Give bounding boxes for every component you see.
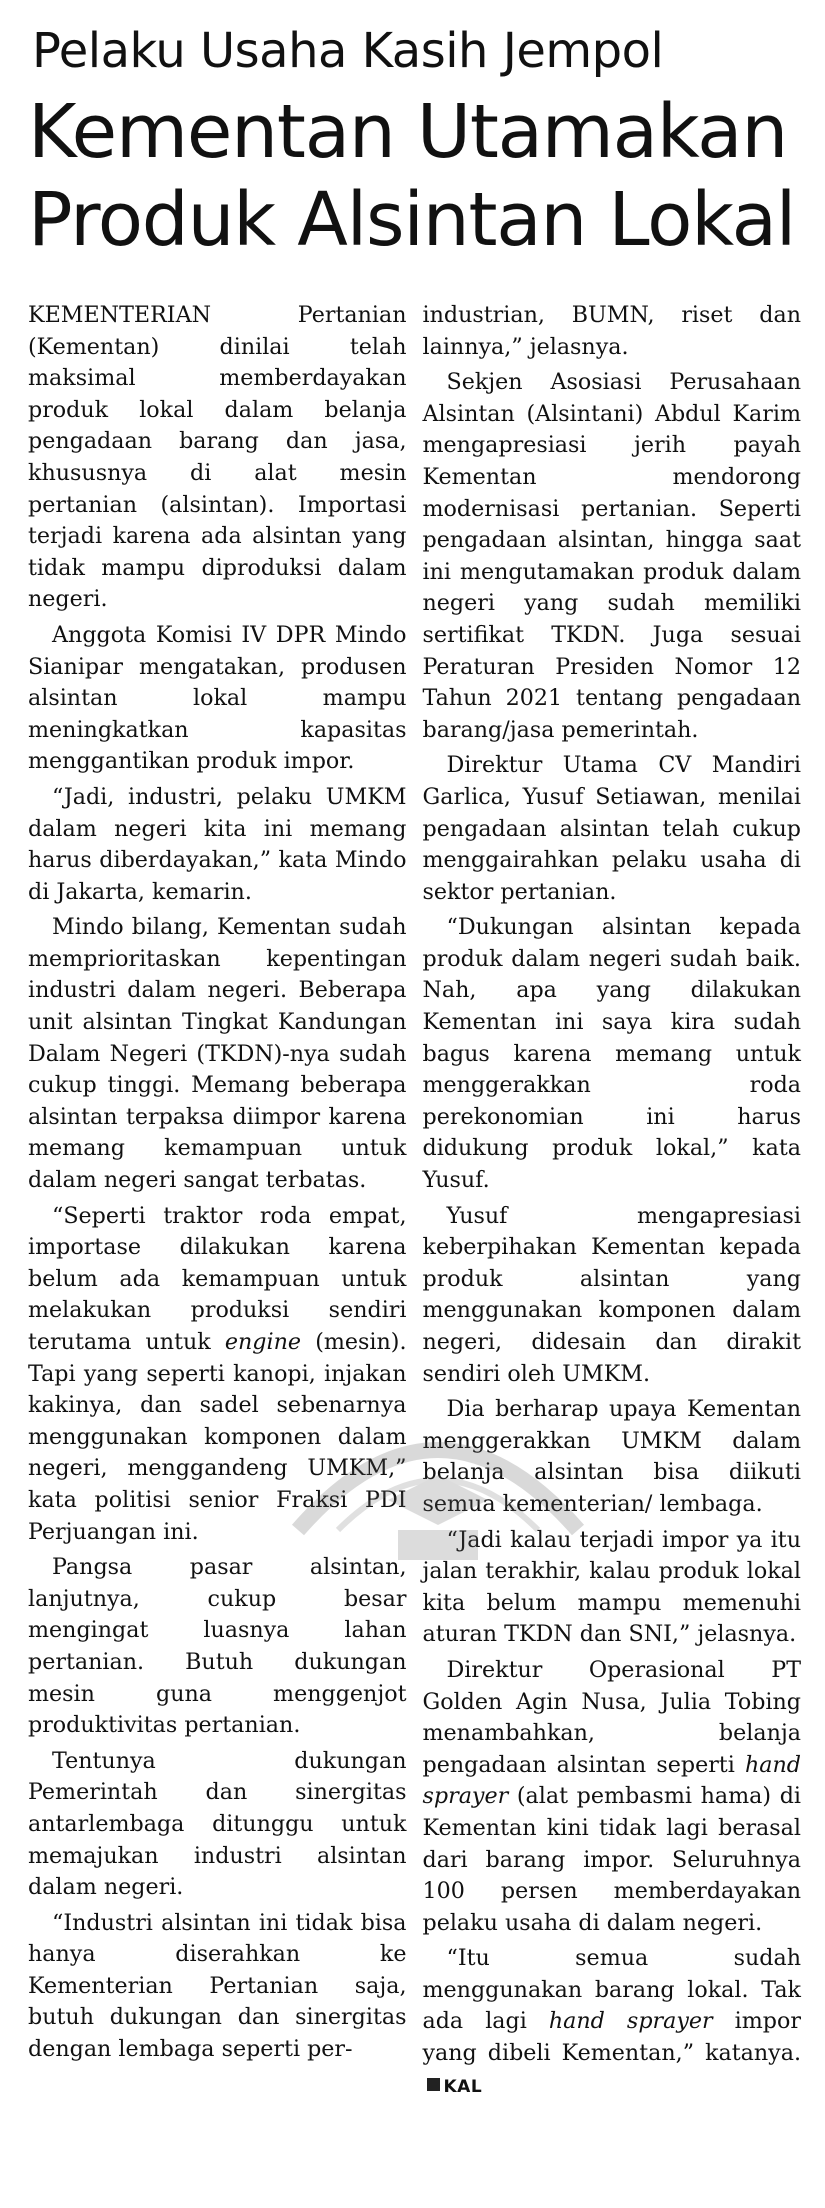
paragraph: Tentunya dukungan Pemerintah dan sinergitas antarlembaga ditunggu untuk memajukan industri alsintan dalam negeri. — [28, 1747, 407, 1901]
headline-line-1: Kementan Utamakan — [28, 89, 788, 175]
paragraph-text: (alat pembasmi hama) di Kementan kini tidak lagi berasal dari barang impor. Seluruhnya 100 persen memberdayakan pelaku usaha di dalam negeri. — [422, 1783, 801, 1936]
article-headline — [28, 88, 801, 264]
paragraph: Mindo bilang, Kementan sudah memprioritaskan kepentingan industri dalam negeri. Beberapa unit alsintan Tingkat Kandungan Dalam Negeri (TKDN)-nya sudah cukup tinggi. Memang beberapa alsintan terpaksa diimpor karena memang kemampuan untuk dalam negeri sangat terbatas. — [28, 914, 407, 1194]
paragraph — [28, 1201, 407, 1549]
quote-text: Tapi yang seperti kanopi, injakan kakinya, dan sadel sebenarnya menggunakan komponen dalam negeri, menggandeng UMKM,” kata politisi senior Fraksi PDI Perjuangan ini. — [28, 1360, 407, 1545]
paragraph: industrian, BUMN, riset dan lainnya,” jelasnya. — [422, 302, 801, 360]
italic-term: hand sprayer — [422, 1751, 802, 1810]
paragraph: “Dukungan alsintan kepada produk dalam negeri sudah baik. Nah, apa yang dilakukan Kementan ini saya kira sudah bagus karena memang untuk menggerakkan roda perekonomian ini harus didukung produk lokal,” kata Yusuf. — [422, 914, 801, 1194]
paragraph — [423, 1943, 802, 2103]
paragraph: Yusuf mengapresiasi keberpihakan Kementan kepada produk alsintan yang menggunakan komponen dalam negeri, didesain dan dirakit sendiri oleh UMKM. — [422, 1202, 801, 1387]
headline-line-2: Produk Alsintan Lokal — [28, 177, 796, 263]
paragraph-text: “Itu semua sudah menggunakan barang lokal. Tak ada lagi — [422, 1945, 801, 2035]
column-left — [28, 300, 407, 2103]
paragraph — [423, 1655, 802, 1939]
paragraph: “Jadi kalau terjadi impor ya itu jalan terakhir, kalau produk lokal kita belum mampu memenuhi aturan TKDN dan SNI,” jelasnya. — [422, 1526, 801, 1648]
italic-term: engine — [224, 1329, 302, 1355]
paragraph-text: Direktur Operasional PT Golden Agin Nusa, Julia Tobing menambahkan, belanja pengadaan alsintan seperti — [422, 1656, 801, 1778]
paragraph: Direktur Utama CV Mandiri Garlica, Yusuf Setiawan, menilai pengadaan alsintan telah cukup menggairahkan pelaku usaha di sektor pertanian. — [422, 752, 801, 905]
paragraph: KEMENTERIAN Pertanian (Kementan) dinilai telah maksimal memberdayakan produk lokal dalam belanja pengadaan barang dan jasa, khususnya di alat mesin pertanian (alsintan). Importasi terjadi karena ada alsintan yang tidak mampu diproduksi dalam negeri. — [28, 302, 407, 613]
quote-text: “Seperti traktor roda empat, importase dilakukan karena belum ada kemampuan untuk melakukan produksi sendiri terutama untuk — [28, 1202, 407, 1355]
paragraph: “Industri alsintan ini tidak bisa hanya diserahkan ke Kementerian Pertanian saja, butuh dukungan dan sinergitas dengan lembaga seperti per- — [28, 1909, 407, 2063]
italic-term: hand sprayer — [548, 2008, 713, 2035]
paragraph: Anggota Komisi IV DPR Mindo Sianipar mengatakan, produsen alsintan lokal mampu meningkatkan kapasitas menggantikan produk impor. — [28, 621, 407, 775]
paragraph: “Jadi, industri, pelaku UMKM dalam negeri kita ini memang harus diberdayakan,” kata Mindo di Jakarta, kemarin. — [28, 783, 407, 905]
quote-text: (mesin). — [315, 1329, 407, 1355]
article-body — [28, 300, 801, 2103]
article-kicker: Pelaku Usaha Kasih Jempol — [32, 23, 664, 79]
paragraph: Pangsa pasar alsintan, lanjutnya, cukup besar mengingat luasnya lahan pertanian. Butuh dukungan mesin guna menggenjot produktivitas pertanian. — [28, 1554, 407, 1739]
column-right — [423, 300, 802, 2103]
byline: KAL — [443, 2076, 483, 2097]
end-mark-icon — [427, 2078, 440, 2091]
paragraph: Dia berharap upaya Kementan menggerakkan UMKM dalam belanja alsintan bisa diikuti semua kementerian/ lembaga. — [422, 1396, 801, 1517]
paragraph: Sekjen Asosiasi Perusahaan Alsintan (Alsintani) Abdul Karim mengapresiasi jerih payah Kementan mendorong modernisasi pertanian. Seperti pengadaan alsintan, hingga saat ini mengutamakan produk dalam negeri yang sudah memiliki sertifikat TKDN. Juga sesuai Peraturan Presiden Nomor 12 Tahun 2021 tentang pengadaan barang/jasa pemerintah. — [422, 369, 801, 743]
paragraph-text: impor yang dibeli Kementan,” katanya. — [422, 2008, 801, 2067]
